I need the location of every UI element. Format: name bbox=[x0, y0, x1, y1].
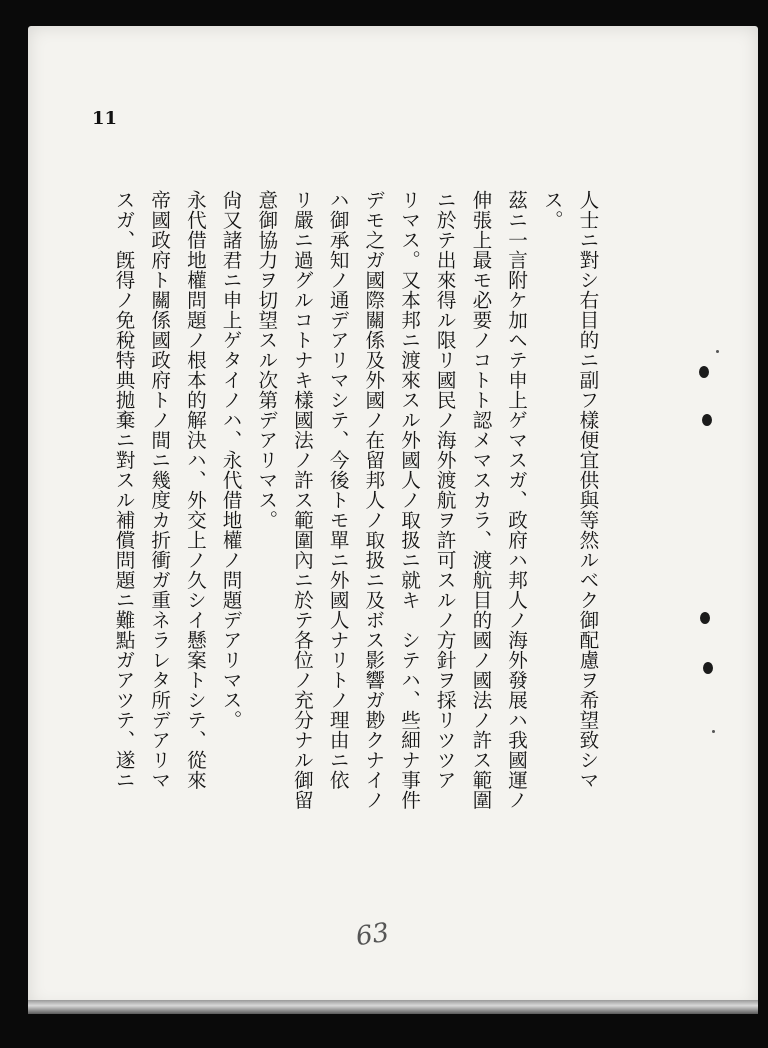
text-column-5: ニ於テ出來得ル限リ國民ノ海外渡航ヲ許可スルノ方針ヲ採リツツア bbox=[433, 190, 457, 790]
punch-hole bbox=[702, 414, 712, 426]
text-column-12: 永代借地權問題ノ根本的解決ハ、外交上ノ久シイ懸案トシテ、從來 bbox=[183, 190, 207, 790]
ink-speck bbox=[716, 350, 719, 353]
ink-speck bbox=[712, 730, 715, 733]
text-column-3: 茲ニ一言附ケ加ヘテ申上ゲマスガ、政府ハ邦人ノ海外發展ハ我國運ノ bbox=[504, 190, 528, 810]
text-column-7: デモ之ガ國際關係及外國ノ在留邦人ノ取扱ニ及ボス影響ガ尠クナイノ bbox=[361, 190, 385, 810]
punch-hole bbox=[700, 612, 710, 624]
text-column-1: 人士ニ對シ右目的ニ副フ樣便宜供與等然ルベク御配慮ヲ希望致シマ bbox=[575, 190, 599, 790]
text-column-11: 尙又諸君ニ申上ゲタイノハ、永代借地權ノ問題デアリマス。 bbox=[219, 190, 243, 730]
text-column-2: ス。 bbox=[540, 190, 564, 230]
body-text bbox=[112, 190, 598, 910]
text-column-9: リ嚴ニ過グルコトナキ樣國法ノ許ス範圍內ニ於テ各位ノ充分ナル御留 bbox=[290, 190, 314, 810]
text-column-13: 帝國政府ト關係國政府トノ間ニ幾度カ折衝ガ重ネラレタ所デアリマ bbox=[147, 190, 171, 790]
punch-hole bbox=[699, 366, 709, 378]
text-column-14: スガ、旣得ノ免稅特典拋棄ニ對スル補償問題ニ難點ガアツテ、遂ニ bbox=[112, 190, 135, 790]
text-column-8: ハ御承知ノ通デアリマシテ、今後トモ單ニ外國人ナリトノ理由ニ依 bbox=[326, 190, 350, 790]
scan-edge bbox=[28, 1000, 758, 1014]
punch-hole bbox=[703, 662, 713, 674]
text-column-6: リマス。又本邦ニ渡來スル外國人ノ取扱ニ就キ シテハ、些細ナ事件 bbox=[397, 190, 421, 810]
text-column-10: 意御協力ヲ切望スル次第デアリマス。 bbox=[254, 190, 278, 530]
page-number: 11 bbox=[92, 108, 118, 129]
handwritten-page-note: 63 bbox=[354, 917, 392, 953]
text-column-4: 伸張上最モ必要ノコトト認メマスカラ、渡航目的國ノ國法ノ許ス範圍 bbox=[468, 190, 492, 810]
